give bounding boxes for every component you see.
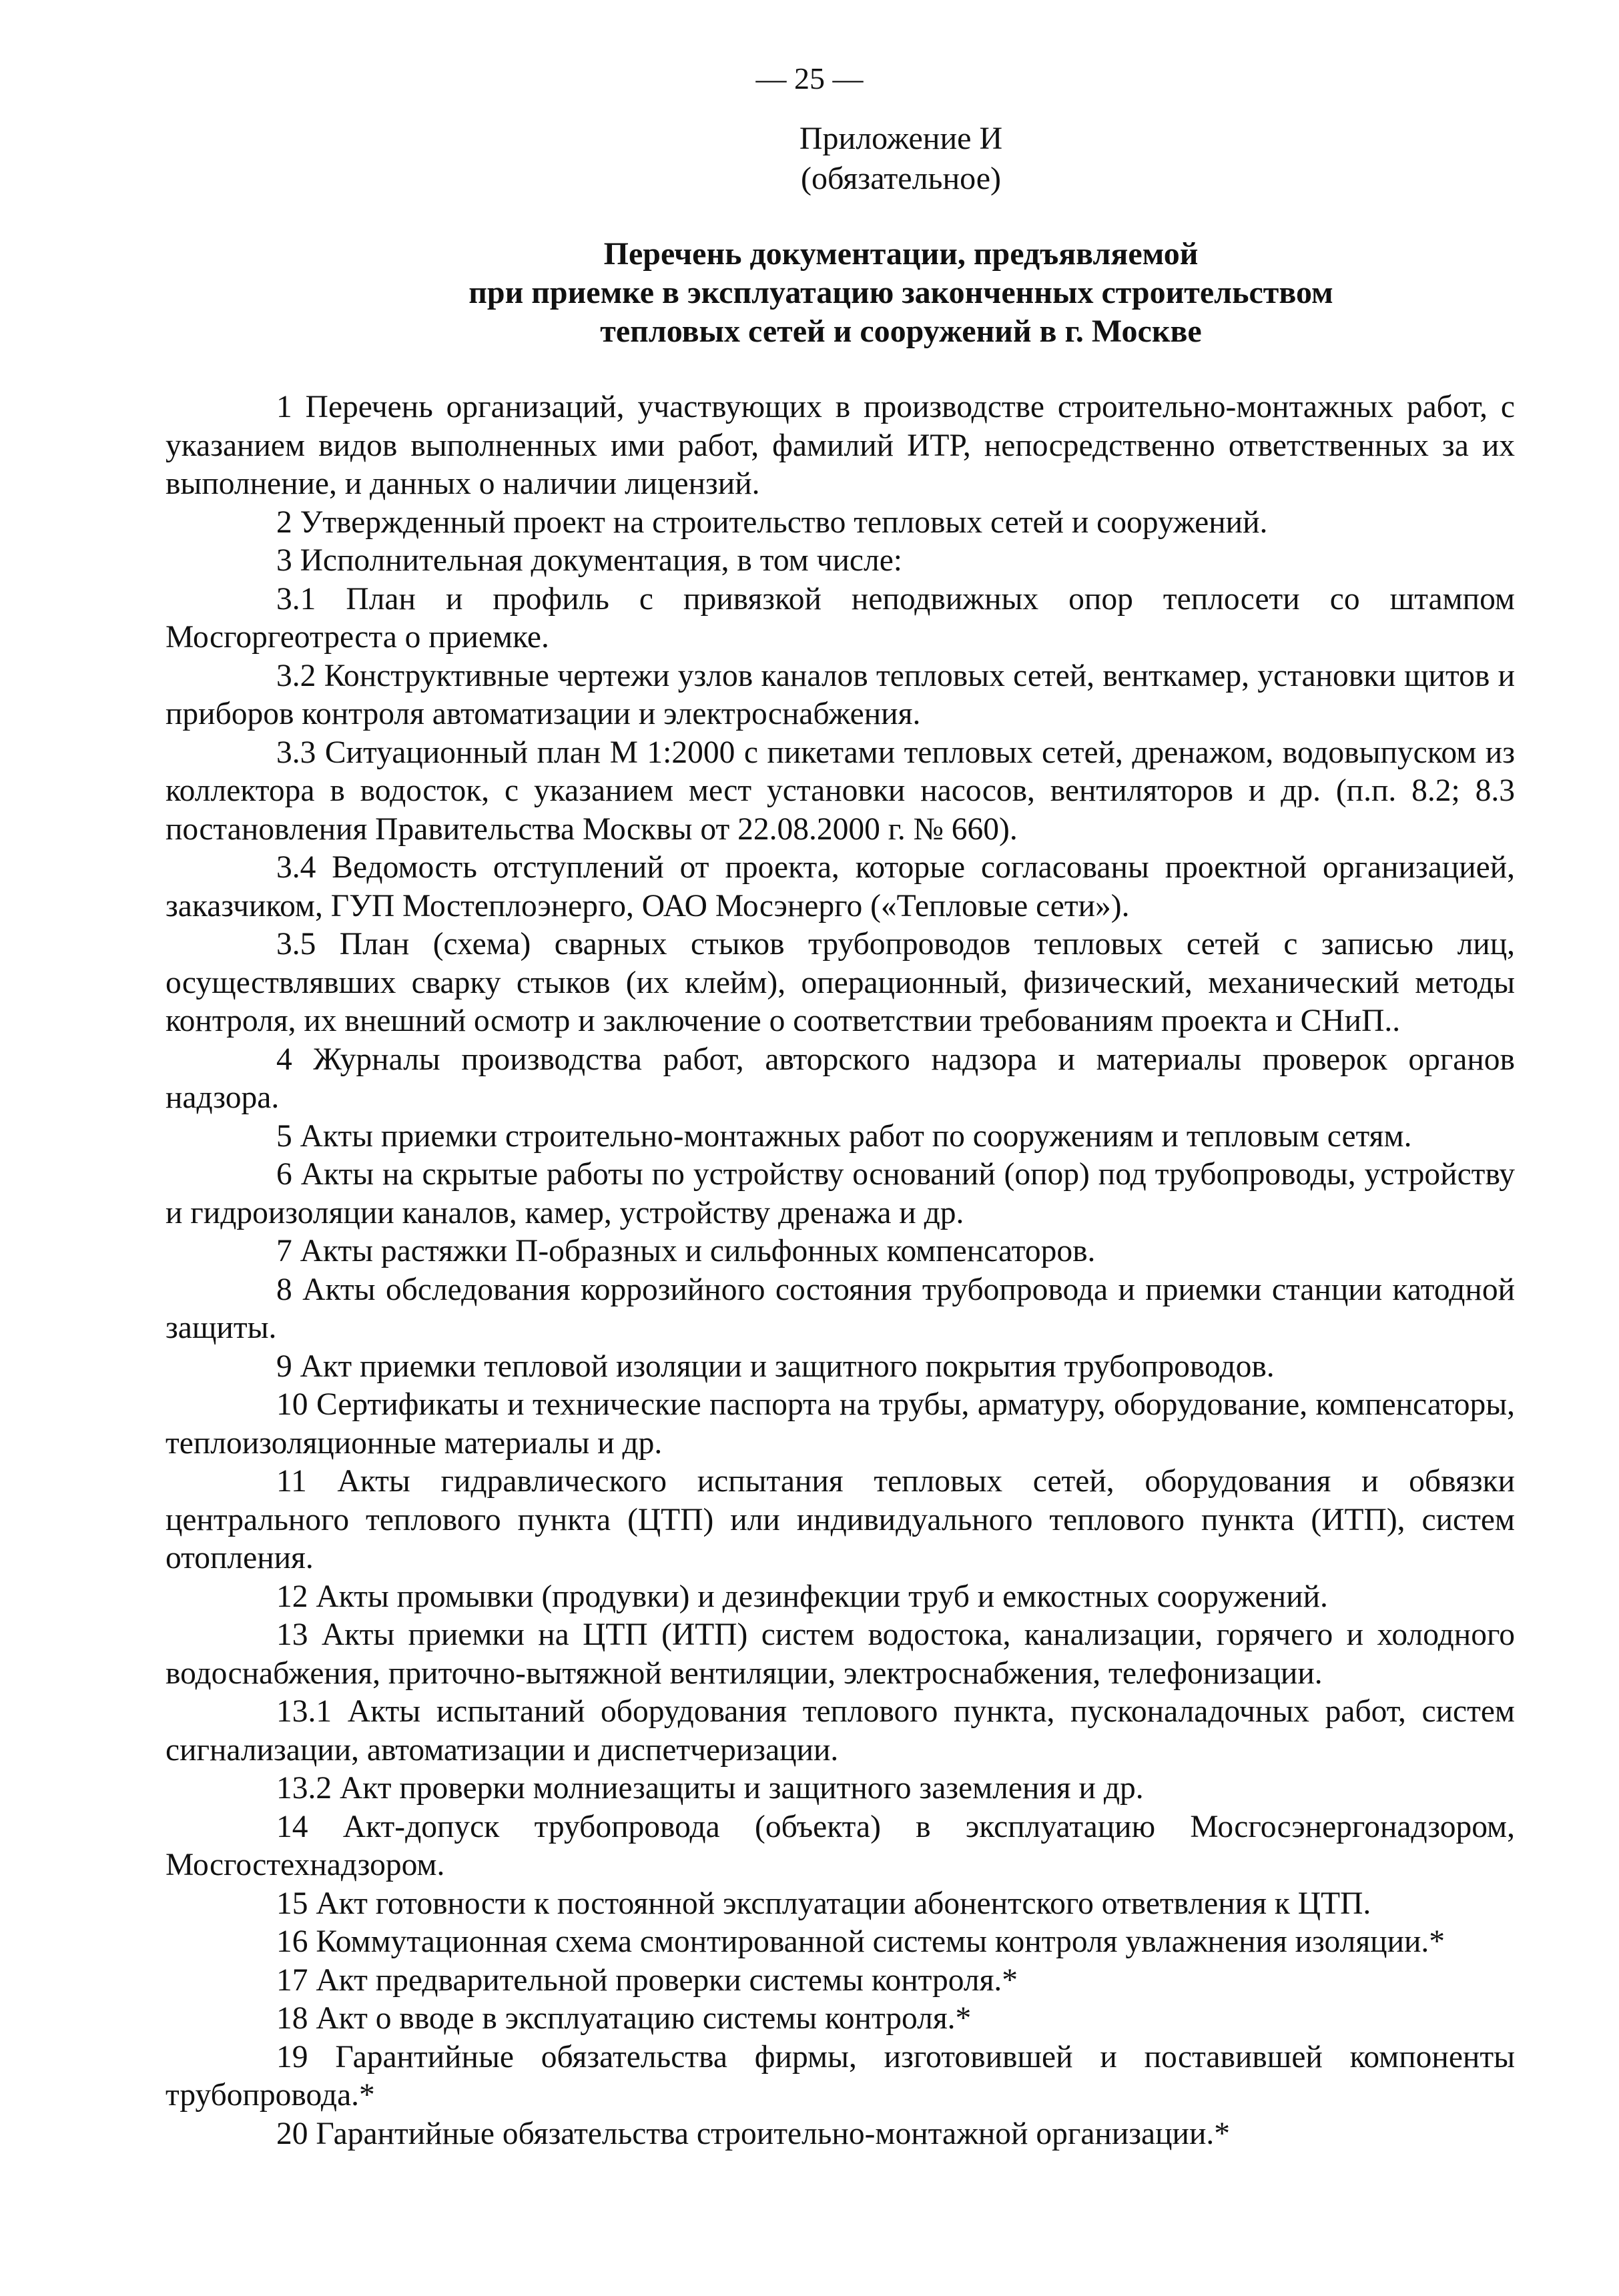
list-item: 13 Акты приемки на ЦТП (ИТП) систем водостока, канализации, горячего и холодного водоснабжения, приточно-вытяжной вентиляции, электроснабжения, телефонизации. <box>166 1617 1515 1691</box>
list-item: 17 Акт предварительной проверки системы контроля.* <box>276 1962 1018 1998</box>
list-item: 4 Журналы производства работ, авторского надзора и материалы проверок органов надзора. <box>166 1042 1515 1115</box>
list-item: 3.5 План (схема) сварных стыков трубопроводов тепловых сетей с записью лиц, осуществлявших сварку стыков (их клейм), операционный, физический, механический методы контроля, их внешний осмотр и заключение о соответствии требованиям проекта и СНиП.. <box>166 927 1515 1038</box>
title-line-1: Перечень документации, предъявляемой <box>603 236 1199 272</box>
list-item: 7 Акты растяжки П-образных и сильфонных компенсаторов. <box>276 1234 1096 1268</box>
list-item: 13.1 Акты испытаний оборудования теплового пункта, пусконаладочных работ, систем сигнализации, автоматизации и диспетчеризации. <box>166 1694 1515 1768</box>
list-item: 2 Утвержденный проект на строительство тепловых сетей и сооружений. <box>276 504 1268 540</box>
appendix-status: (обязательное) <box>801 161 1001 196</box>
title-line-2: при приемке в эксплуатацию законченных строительством <box>468 275 1333 310</box>
list-item: 3.4 Ведомость отступлений от проекта, которые согласованы проектной организацией, заказчиком, ГУП Мостеплоэнерго, ОАО Мосэнерго («Тепловые сети»). <box>166 850 1515 923</box>
list-item: 10 Сертификаты и технические паспорта на трубы, арматуру, оборудование, компенсаторы, теплоизоляционные материалы и др. <box>166 1387 1515 1461</box>
page-number: — 25 — <box>755 61 864 95</box>
list-item: 1 Перечень организаций, участвующих в производстве строительно-монтажных работ, с указанием видов выполненных ими работ, фамилий ИТР, непосредственно ответственных за их выполнение, и данных о наличии лицензий. <box>166 390 1515 501</box>
list-item: 12 Акты промывки (продувки) и дезинфекции труб и емкостных сооружений. <box>276 1579 1328 1614</box>
list-item: 20 Гарантийные обязательства строительно-монтажной организации.* <box>276 2116 1230 2151</box>
list-item: 19 Гарантийные обязательства фирмы, изготовившей и поставившей компоненты трубопровода.* <box>166 2039 1515 2113</box>
list-item: 14 Акт-допуск трубопровода (объекта) в эксплуатацию Мосгосэнергонадзором, Мосгостехнадзором. <box>166 1809 1515 1882</box>
list-item: 3 Исполнительная документация, в том числе: <box>276 543 902 578</box>
list-item: 16 Коммутационная схема смонтированной системы контроля увлажнения изоляции.* <box>276 1924 1445 1959</box>
list-item: 3.3 Ситуационный план М 1:2000 с пикетами тепловых сетей, дренажом, водовыпуском из коллектора в водосток, с указанием мест установки насосов, вентиляторов и др. (п.п. 8.2; 8.3 постановления Правительства Москвы от 22.08.2000 г. № 660). <box>166 735 1515 847</box>
list-item: 3.1 План и профиль с привязкой неподвижных опор теплосети со штампом Мосгоргеотреста о приемке. <box>166 581 1515 655</box>
appendix-title: Приложение И <box>799 121 1003 156</box>
list-item: 11 Акты гидравлического испытания тепловых сетей, оборудования и обвязки центрального теплового пункта (ЦТП) или индивидуального теплового пункта (ИТП), систем отопления. <box>166 1464 1515 1575</box>
list-item: 5 Акты приемки строительно-монтажных работ по сооружениям и тепловым сетям. <box>276 1118 1412 1154</box>
document-list <box>166 388 1515 2153</box>
list-item: 3.2 Конструктивные чертежи узлов каналов тепловых сетей, венткамер, установки щитов и приборов контроля автоматизации и электроснабжения. <box>166 658 1515 731</box>
list-item: 13.2 Акт проверки молниезащиты и защитного заземления и др. <box>276 1771 1144 1806</box>
list-item: 18 Акт о вводе в эксплуатацию системы контроля.* <box>276 2001 972 2036</box>
appendix-heading <box>0 119 1619 199</box>
title-line-3: тепловых сетей и сооружений в г. Москве <box>600 314 1202 349</box>
list-item: 8 Акты обследования коррозийного состояния трубопровода и приемки станции катодной защиты. <box>166 1272 1515 1345</box>
list-item: 6 Акты на скрытые работы по устройству оснований (опор) под трубопроводы, устройству и гидроизоляции каналов, камер, устройству дренажа и др. <box>166 1157 1515 1230</box>
list-item: 9 Акт приемки тепловой изоляции и защитного покрытия трубопроводов. <box>276 1349 1275 1384</box>
list-item: 15 Акт готовности к постоянной эксплуатации абонентского ответвления к ЦТП. <box>276 1886 1371 1921</box>
document-title <box>0 235 1619 351</box>
